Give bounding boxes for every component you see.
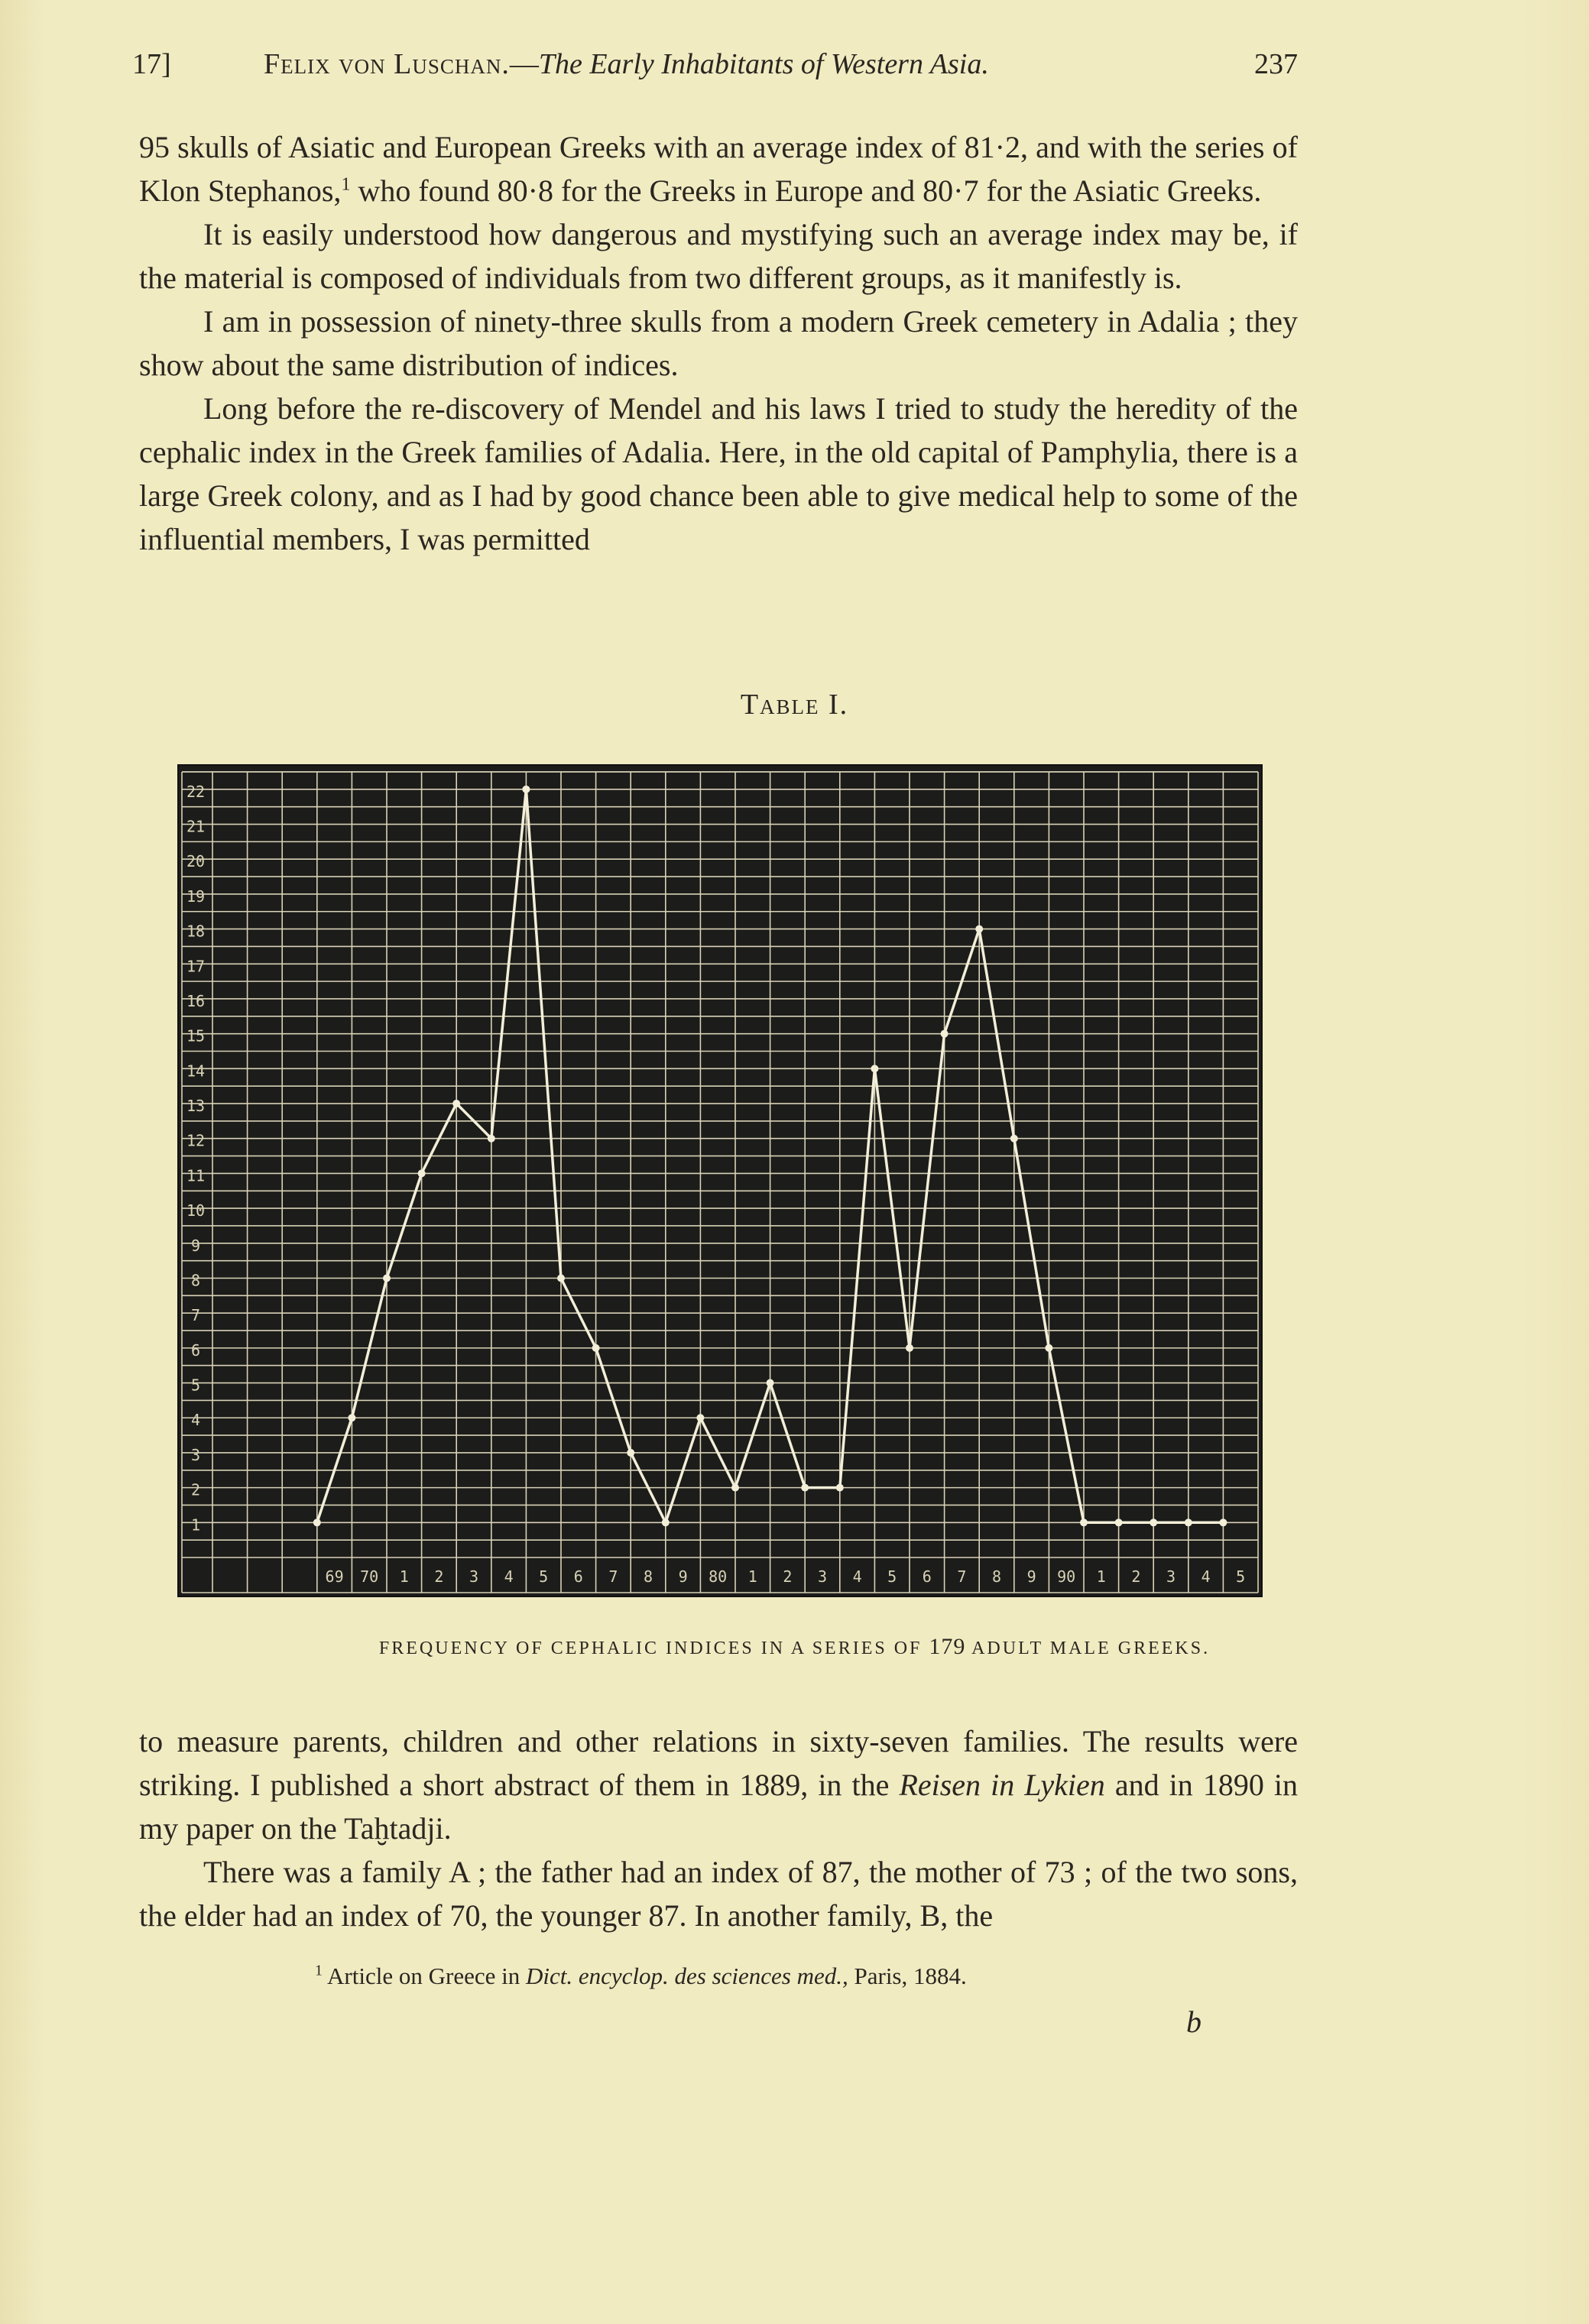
footnote <box>315 1963 967 1990</box>
header-title: The Early Inhabitants of Western Asia. <box>538 48 989 80</box>
y-tick-label: 9 <box>190 1236 201 1255</box>
data-point <box>1010 1135 1018 1143</box>
data-point <box>1150 1519 1157 1526</box>
x-tick-label: 9 <box>678 1567 688 1586</box>
data-point <box>1080 1519 1088 1526</box>
x-tick-label: 69 <box>325 1567 344 1586</box>
data-point <box>522 786 530 793</box>
data-point <box>731 1484 739 1492</box>
y-tick-label: 7 <box>190 1306 201 1325</box>
x-tick-label: 4 <box>852 1567 862 1586</box>
paragraph: There was a family A ; the father had an index of 87, the mother of 73 ; of the two sons, the elder had an index of 70, the younger 87. In another family, B, the <box>139 1855 1298 1933</box>
data-point <box>348 1414 355 1421</box>
body-text-top <box>139 125 1298 561</box>
y-tick-label: 14 <box>186 1062 206 1081</box>
data-point <box>941 1030 949 1038</box>
x-tick-label: 2 <box>1131 1567 1141 1586</box>
y-tick-label: 20 <box>186 852 206 871</box>
y-tick-label: 6 <box>190 1340 201 1360</box>
footnote-reference: 1 <box>341 174 351 195</box>
x-tick-label: 5 <box>887 1567 897 1586</box>
running-title <box>264 47 989 81</box>
y-tick-label: 1 <box>190 1515 201 1535</box>
x-tick-label: 5 <box>539 1567 549 1586</box>
data-point <box>592 1344 600 1352</box>
figure-caption <box>0 1634 1589 1660</box>
footnote-text: Article on Greece in <box>323 1963 526 1989</box>
x-tick-label: 70 <box>360 1567 379 1586</box>
paragraph-text: and in 1890 in my paper on the Taḫtadji. <box>139 1768 1299 1846</box>
caption-number: 179 <box>929 1634 966 1659</box>
x-tick-label: 4 <box>504 1567 514 1586</box>
y-tick-label: 8 <box>190 1271 201 1290</box>
signature-mark: b <box>1186 2005 1201 2039</box>
frequency-chart <box>177 764 1263 1597</box>
caption-text: FREQUENCY OF CEPHALIC INDICES IN A SERIES OF <box>378 1638 929 1658</box>
x-tick-label: 2 <box>434 1567 444 1586</box>
data-point <box>557 1274 565 1282</box>
footnote-marker: 1 <box>315 1962 323 1979</box>
header-dash: — <box>509 48 539 80</box>
data-point <box>627 1449 634 1457</box>
data-point <box>488 1135 495 1143</box>
header-author: Felix von Luschan. <box>264 48 510 80</box>
data-point <box>975 925 983 933</box>
italic-title: Reisen in Lykien <box>899 1768 1105 1802</box>
y-tick-label: 16 <box>186 991 206 1010</box>
y-tick-label: 18 <box>186 922 206 941</box>
y-tick-label: 3 <box>190 1445 201 1464</box>
paragraph-text: to measure parents, children and other relations in sixty-seven families. The results were striking. I published a short abstract of them in 1889, in the <box>139 1724 1298 1802</box>
y-tick-label: 19 <box>186 886 206 906</box>
y-tick-label: 21 <box>186 817 206 836</box>
data-point <box>767 1379 774 1387</box>
data-point <box>1045 1344 1052 1352</box>
x-tick-label: 6 <box>922 1567 932 1586</box>
chart-panel <box>177 764 1263 1597</box>
x-tick-label: 2 <box>783 1567 793 1586</box>
x-tick-label: 3 <box>469 1567 479 1586</box>
y-tick-label: 13 <box>186 1097 206 1116</box>
paragraph <box>139 125 1298 212</box>
folio-number: 17] <box>132 48 171 80</box>
footnote-text: Paris, 1884. <box>848 1963 967 1989</box>
x-tick-label: 1 <box>399 1567 409 1586</box>
paragraph-text: who found 80·8 for the Greeks in Europe and 80·7 for the Asiatic Greeks. <box>350 173 1262 208</box>
x-tick-label: 5 <box>1236 1567 1246 1586</box>
data-point <box>418 1169 426 1177</box>
paragraph <box>139 1720 1298 1850</box>
x-tick-label: 8 <box>643 1567 653 1586</box>
x-tick-label: 9 <box>1026 1567 1036 1586</box>
y-tick-label: 22 <box>186 782 206 801</box>
body-text-bottom <box>139 1720 1298 1937</box>
x-tick-label: 6 <box>573 1567 583 1586</box>
data-point <box>313 1519 321 1526</box>
data-point <box>452 1100 460 1107</box>
x-tick-label: 3 <box>1166 1567 1176 1586</box>
data-point <box>836 1484 844 1492</box>
x-tick-label: 1 <box>747 1567 757 1586</box>
page-number: 237 <box>1254 48 1298 80</box>
y-tick-label: 17 <box>186 957 206 976</box>
x-tick-label: 3 <box>817 1567 828 1586</box>
footnote-italic: Dict. encyclop. des sciences med., <box>525 1963 848 1989</box>
y-tick-label: 4 <box>190 1411 201 1430</box>
data-point <box>662 1519 670 1526</box>
x-tick-label: 80 <box>709 1567 728 1586</box>
table-title: Table I. <box>740 689 849 721</box>
y-tick-label: 2 <box>190 1480 201 1499</box>
data-point <box>383 1274 391 1282</box>
paragraph-text: 95 skulls of Asiatic and European Greeks with an average index of 81·2, and with the series of Klon Stephanos, <box>139 130 1298 208</box>
data-point <box>906 1344 913 1352</box>
data-point <box>1219 1519 1227 1526</box>
data-point <box>1185 1519 1192 1526</box>
x-tick-label: 7 <box>957 1567 967 1586</box>
caption-text: ADULT MALE GREEKS. <box>965 1638 1211 1658</box>
y-tick-label: 10 <box>186 1201 206 1220</box>
data-point <box>801 1484 809 1492</box>
running-header <box>132 47 1298 90</box>
data-point <box>871 1065 878 1072</box>
x-tick-label: 8 <box>991 1567 1002 1586</box>
data-point <box>1115 1519 1123 1526</box>
paragraph: I am in possession of ninety-three skulls from a modern Greek cemetery in Adalia ; they show about the same distribution of indices. <box>139 304 1298 382</box>
x-tick-label: 7 <box>608 1567 618 1586</box>
y-tick-label: 15 <box>186 1026 206 1045</box>
y-tick-label: 11 <box>186 1166 206 1185</box>
data-point <box>696 1414 704 1421</box>
y-tick-label: 5 <box>190 1376 201 1395</box>
paragraph: It is easily understood how dangerous and mystifying such an average index may be, if the material is composed of individuals from two different groups, as it manifestly is. <box>139 217 1298 295</box>
x-tick-label: 4 <box>1201 1567 1211 1586</box>
x-tick-label: 1 <box>1096 1567 1106 1586</box>
y-tick-label: 12 <box>186 1131 206 1150</box>
paragraph: Long before the re-discovery of Mendel and his laws I tried to study the heredity of the cephalic index in the Greek families of Adalia. Here, in the old capital of Pamphylia, there is a large Greek colony, and as I had by good chance been able to give medical help to some of the influential members, I was permitted <box>139 391 1298 556</box>
x-tick-label: 90 <box>1057 1567 1076 1586</box>
